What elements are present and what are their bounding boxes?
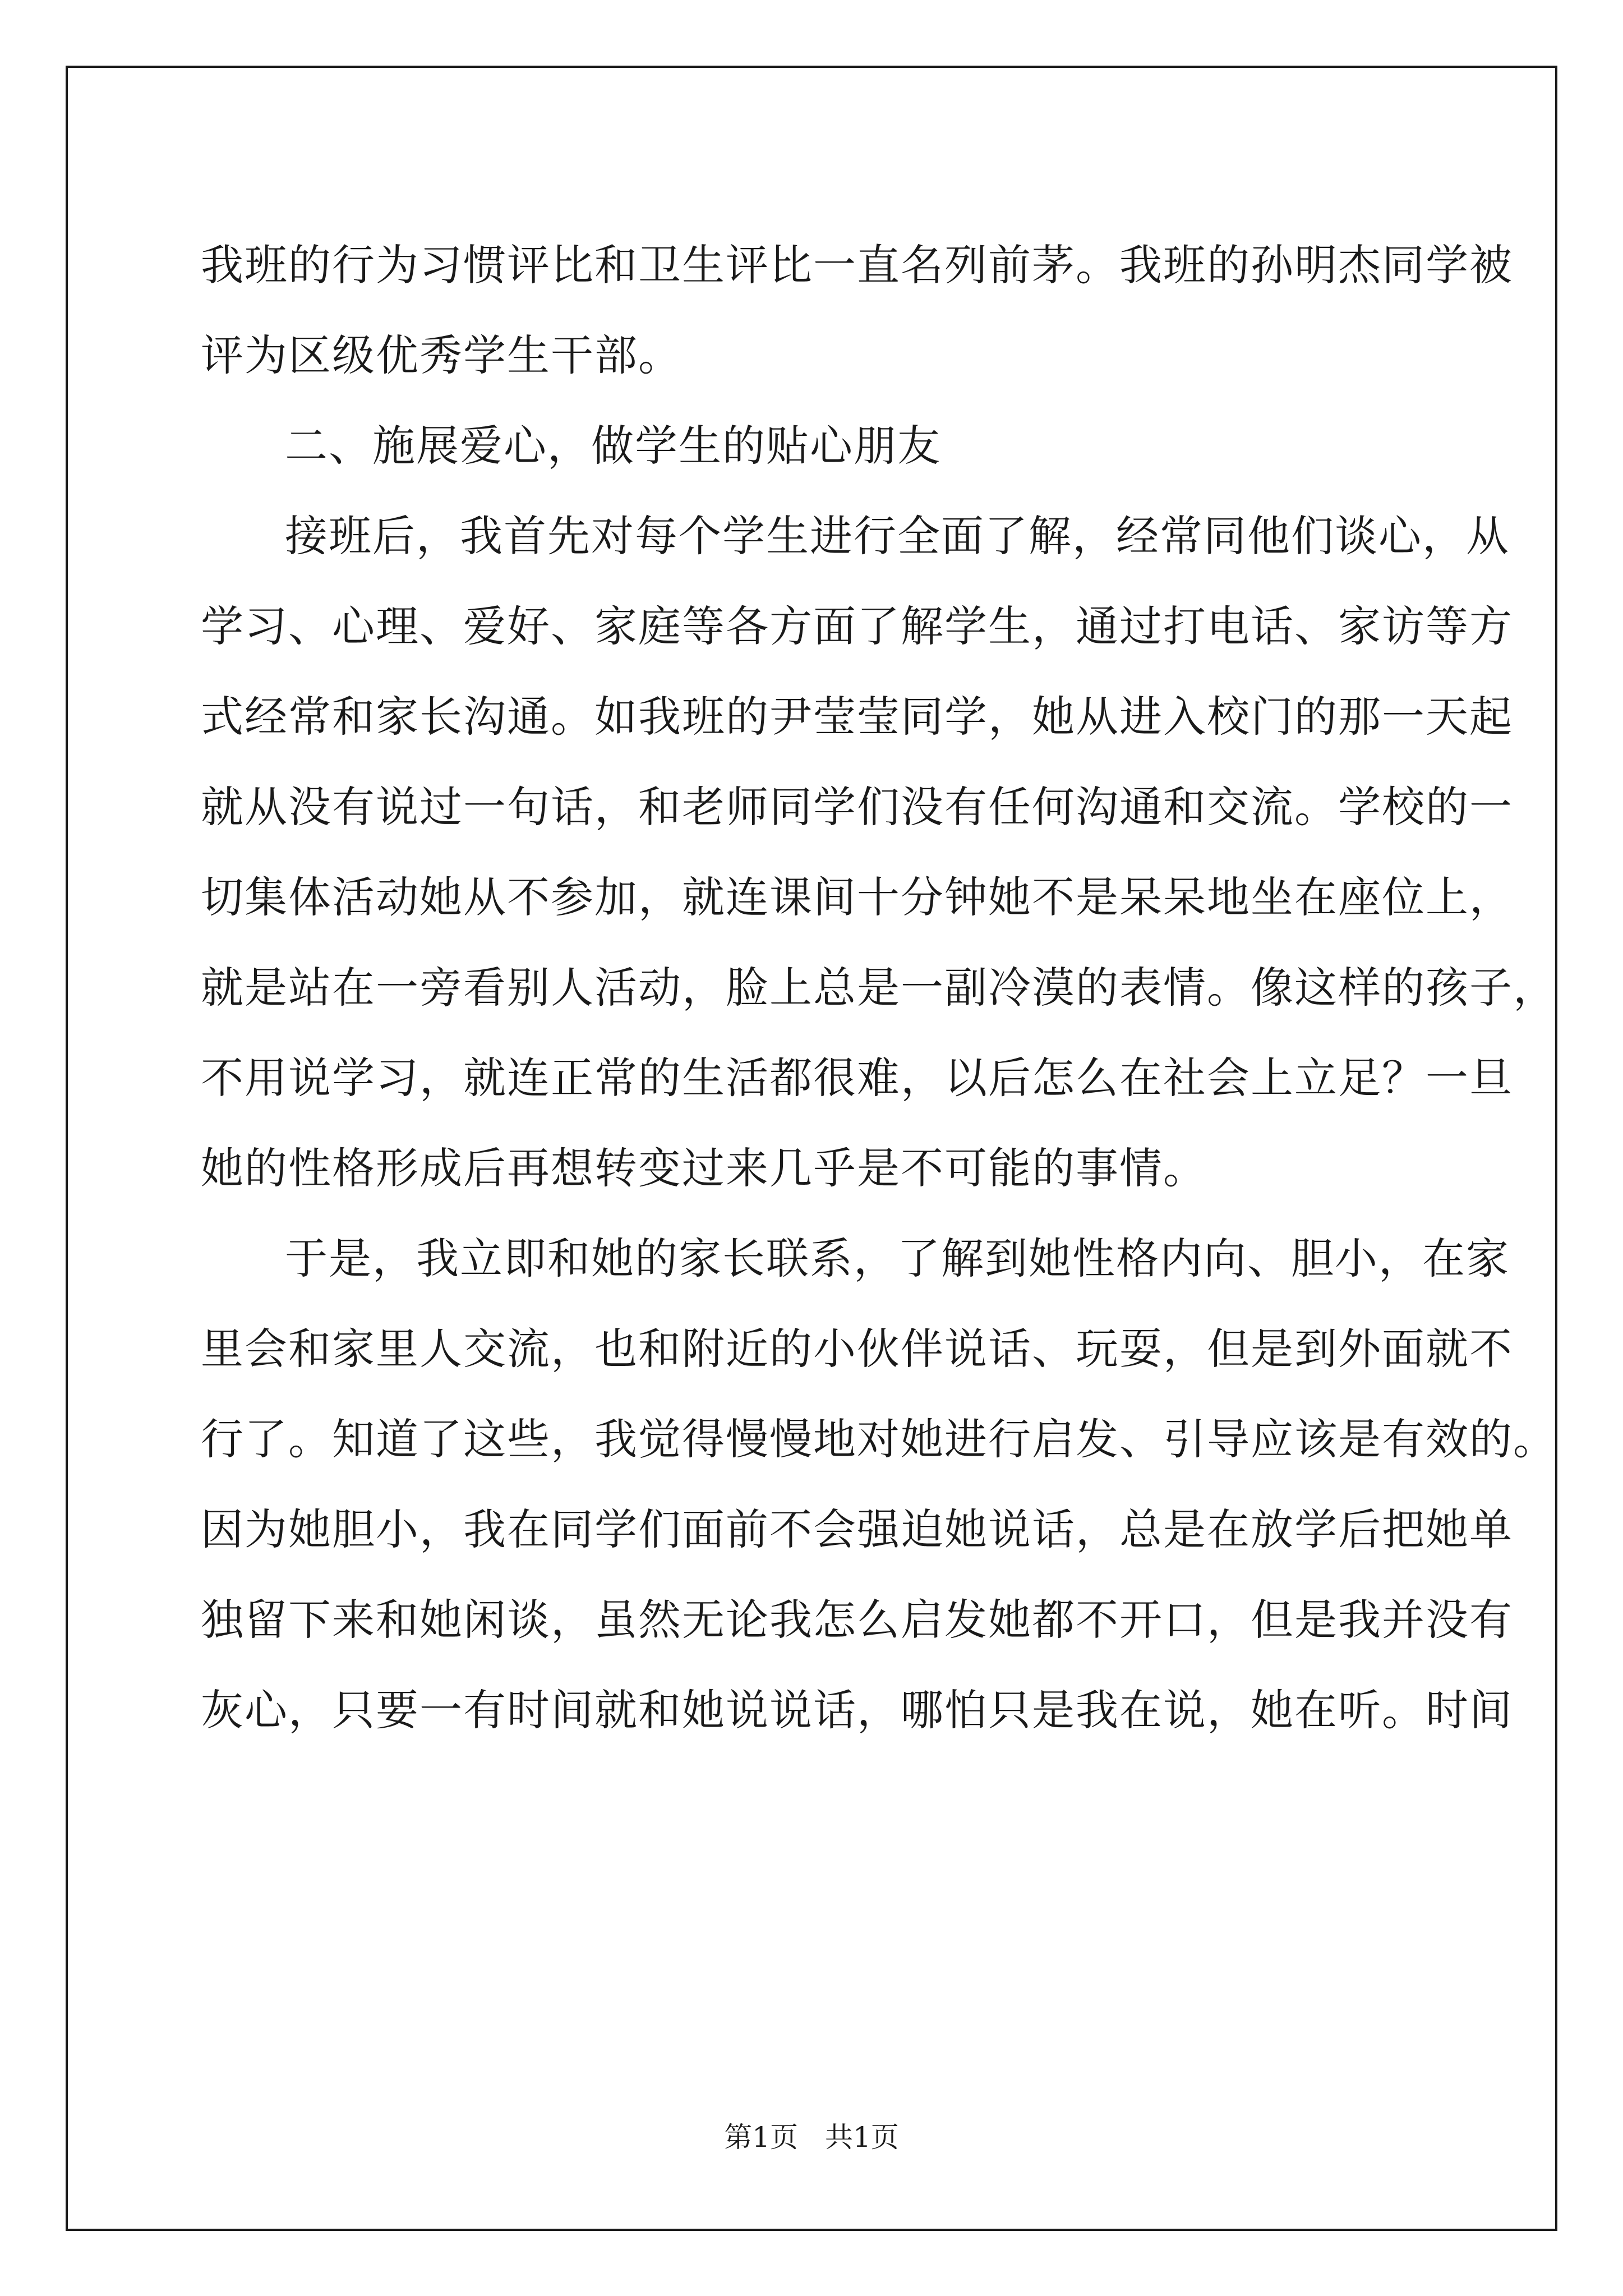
text-line: 我班的行为习惯评比和卫生评比一直名列前茅。我班的孙明杰同学被 — [201, 240, 1513, 290]
text-line: 就从没有说过一句话，和老师同学们没有任何沟通和交流。学校的一 — [201, 782, 1513, 832]
section-heading: 二、施展爱心，做学生的贴心朋友 — [285, 421, 941, 471]
text-line: 接班后，我首先对每个学生进行全面了解，经常同他们谈心，从 — [285, 511, 1510, 561]
text-line: 灰心，只要一有时间就和她说说话，哪怕只是我在说，她在听。时间 — [201, 1685, 1513, 1735]
text-line: 因为她胆小，我在同学们面前不会强迫她说话，总是在放学后把她单 — [201, 1504, 1513, 1554]
page-footer — [0, 2115, 1623, 2155]
text-line: 式经常和家长沟通。如我班的尹莹莹同学，她从进入校门的那一天起 — [201, 692, 1513, 742]
document-body — [201, 220, 1557, 1755]
text-line: 行了。知道了这些，我觉得慢慢地对她进行启发、引导应该是有效的。 — [201, 1414, 1557, 1464]
text-line: 就是站在一旁看别人活动，脸上总是一副冷漠的表情。像这样的孩子， — [201, 963, 1557, 1013]
page-number: 第1页 — [724, 2121, 798, 2154]
page-total: 共1页 — [825, 2121, 899, 2154]
text-line: 她的性格形成后再想转变过来几乎是不可能的事情。 — [201, 1143, 1207, 1193]
text-line: 切集体活动她从不参加，就连课间十分钟她不是呆呆地坐在座位上， — [201, 872, 1513, 922]
text-line: 独留下来和她闲谈，虽然无论我怎么启发她都不开口，但是我并没有 — [201, 1595, 1513, 1645]
text-line: 里会和家里人交流，也和附近的小伙伴说话、玩耍，但是到外面就不 — [201, 1324, 1513, 1374]
text-line: 评为区级优秀学生干部。 — [201, 330, 682, 380]
text-line: 学习、心理、爱好、家庭等各方面了解学生，通过打电话、家访等方 — [201, 601, 1513, 651]
text-line: 于是，我立即和她的家长联系，了解到她性格内向、胆小，在家 — [285, 1234, 1510, 1283]
text-line: 不用说学习，就连正常的生活都很难，以后怎么在社会上立足？一旦 — [201, 1053, 1513, 1103]
